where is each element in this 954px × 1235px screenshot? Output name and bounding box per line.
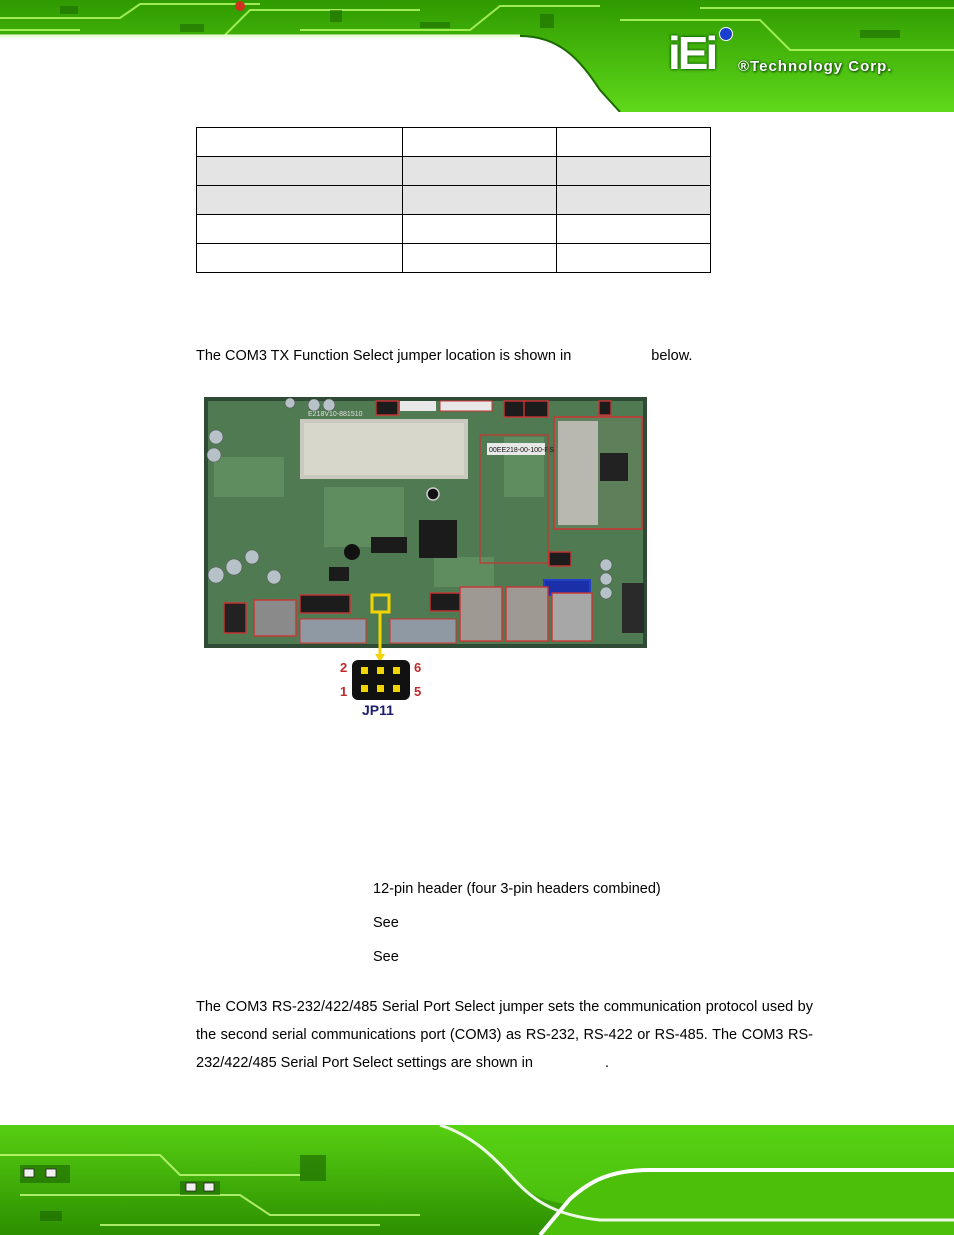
paragraph2-end: . xyxy=(604,1055,609,1071)
paragraph2-text: The COM3 RS-232/422/485 Serial Port Select jumper sets the communication protocol used by the second serial communications port (COM3) as RS-232, RS-422 or RS-485. The COM3 RS-232/422/485 Serial Port Select settings are shown in xyxy=(196,999,813,1071)
pin-number-2: 2 xyxy=(340,660,348,675)
table-cell xyxy=(403,157,557,186)
table-cell xyxy=(197,128,403,157)
pin-number-1: 1 xyxy=(340,684,348,699)
paragraph-text-before: The COM3 TX Function Select jumper location is shown in xyxy=(196,348,572,364)
page-header-banner xyxy=(0,0,954,112)
table-cell xyxy=(197,215,403,244)
table-cell xyxy=(403,128,557,157)
motherboard-photo xyxy=(204,397,647,648)
pin-number-5: 5 xyxy=(414,684,422,699)
table-row xyxy=(197,128,711,157)
page-footer-banner xyxy=(0,1125,954,1235)
pin-number-6: 6 xyxy=(414,660,422,675)
jumper-settings-table xyxy=(196,127,711,273)
table-cell xyxy=(557,128,711,157)
table-body xyxy=(197,128,711,273)
table-row xyxy=(197,157,711,186)
logo-dot-icon xyxy=(719,27,733,41)
iei-logo xyxy=(668,26,938,86)
table-cell xyxy=(197,244,403,273)
spec-jumper-settings: See xyxy=(373,915,399,931)
table-cell xyxy=(403,244,557,273)
jumper-pointer-line xyxy=(372,612,392,664)
board-silk: E218V10-881510 xyxy=(308,411,363,418)
table-cell xyxy=(403,186,557,215)
table-cell xyxy=(403,215,557,244)
spec-jumper-type: 12-pin header (four 3-pin headers combined) xyxy=(373,881,661,897)
spec-jumper-location: See xyxy=(373,949,399,965)
table-cell xyxy=(557,186,711,215)
paragraph-text-after: below. xyxy=(651,348,693,364)
table-cell xyxy=(197,186,403,215)
serial-port-select-paragraph xyxy=(196,993,813,1077)
iei-logo-mark: iEi xyxy=(668,27,716,79)
iei-logo-text: ®Technology Corp. xyxy=(738,58,893,75)
table-cell xyxy=(557,215,711,244)
location-paragraph xyxy=(196,342,756,370)
table-row xyxy=(197,244,711,273)
table-row xyxy=(197,186,711,215)
circuit-board-footer-graphic xyxy=(0,1125,954,1235)
table-cell xyxy=(197,157,403,186)
table-cell xyxy=(557,157,711,186)
table-row xyxy=(197,215,711,244)
jp11-jumper-diagram xyxy=(351,659,411,701)
table-cell xyxy=(557,244,711,273)
jumper-label: JP11 xyxy=(362,702,394,718)
board-label: 00EE218-00-100-RS xyxy=(489,447,554,454)
